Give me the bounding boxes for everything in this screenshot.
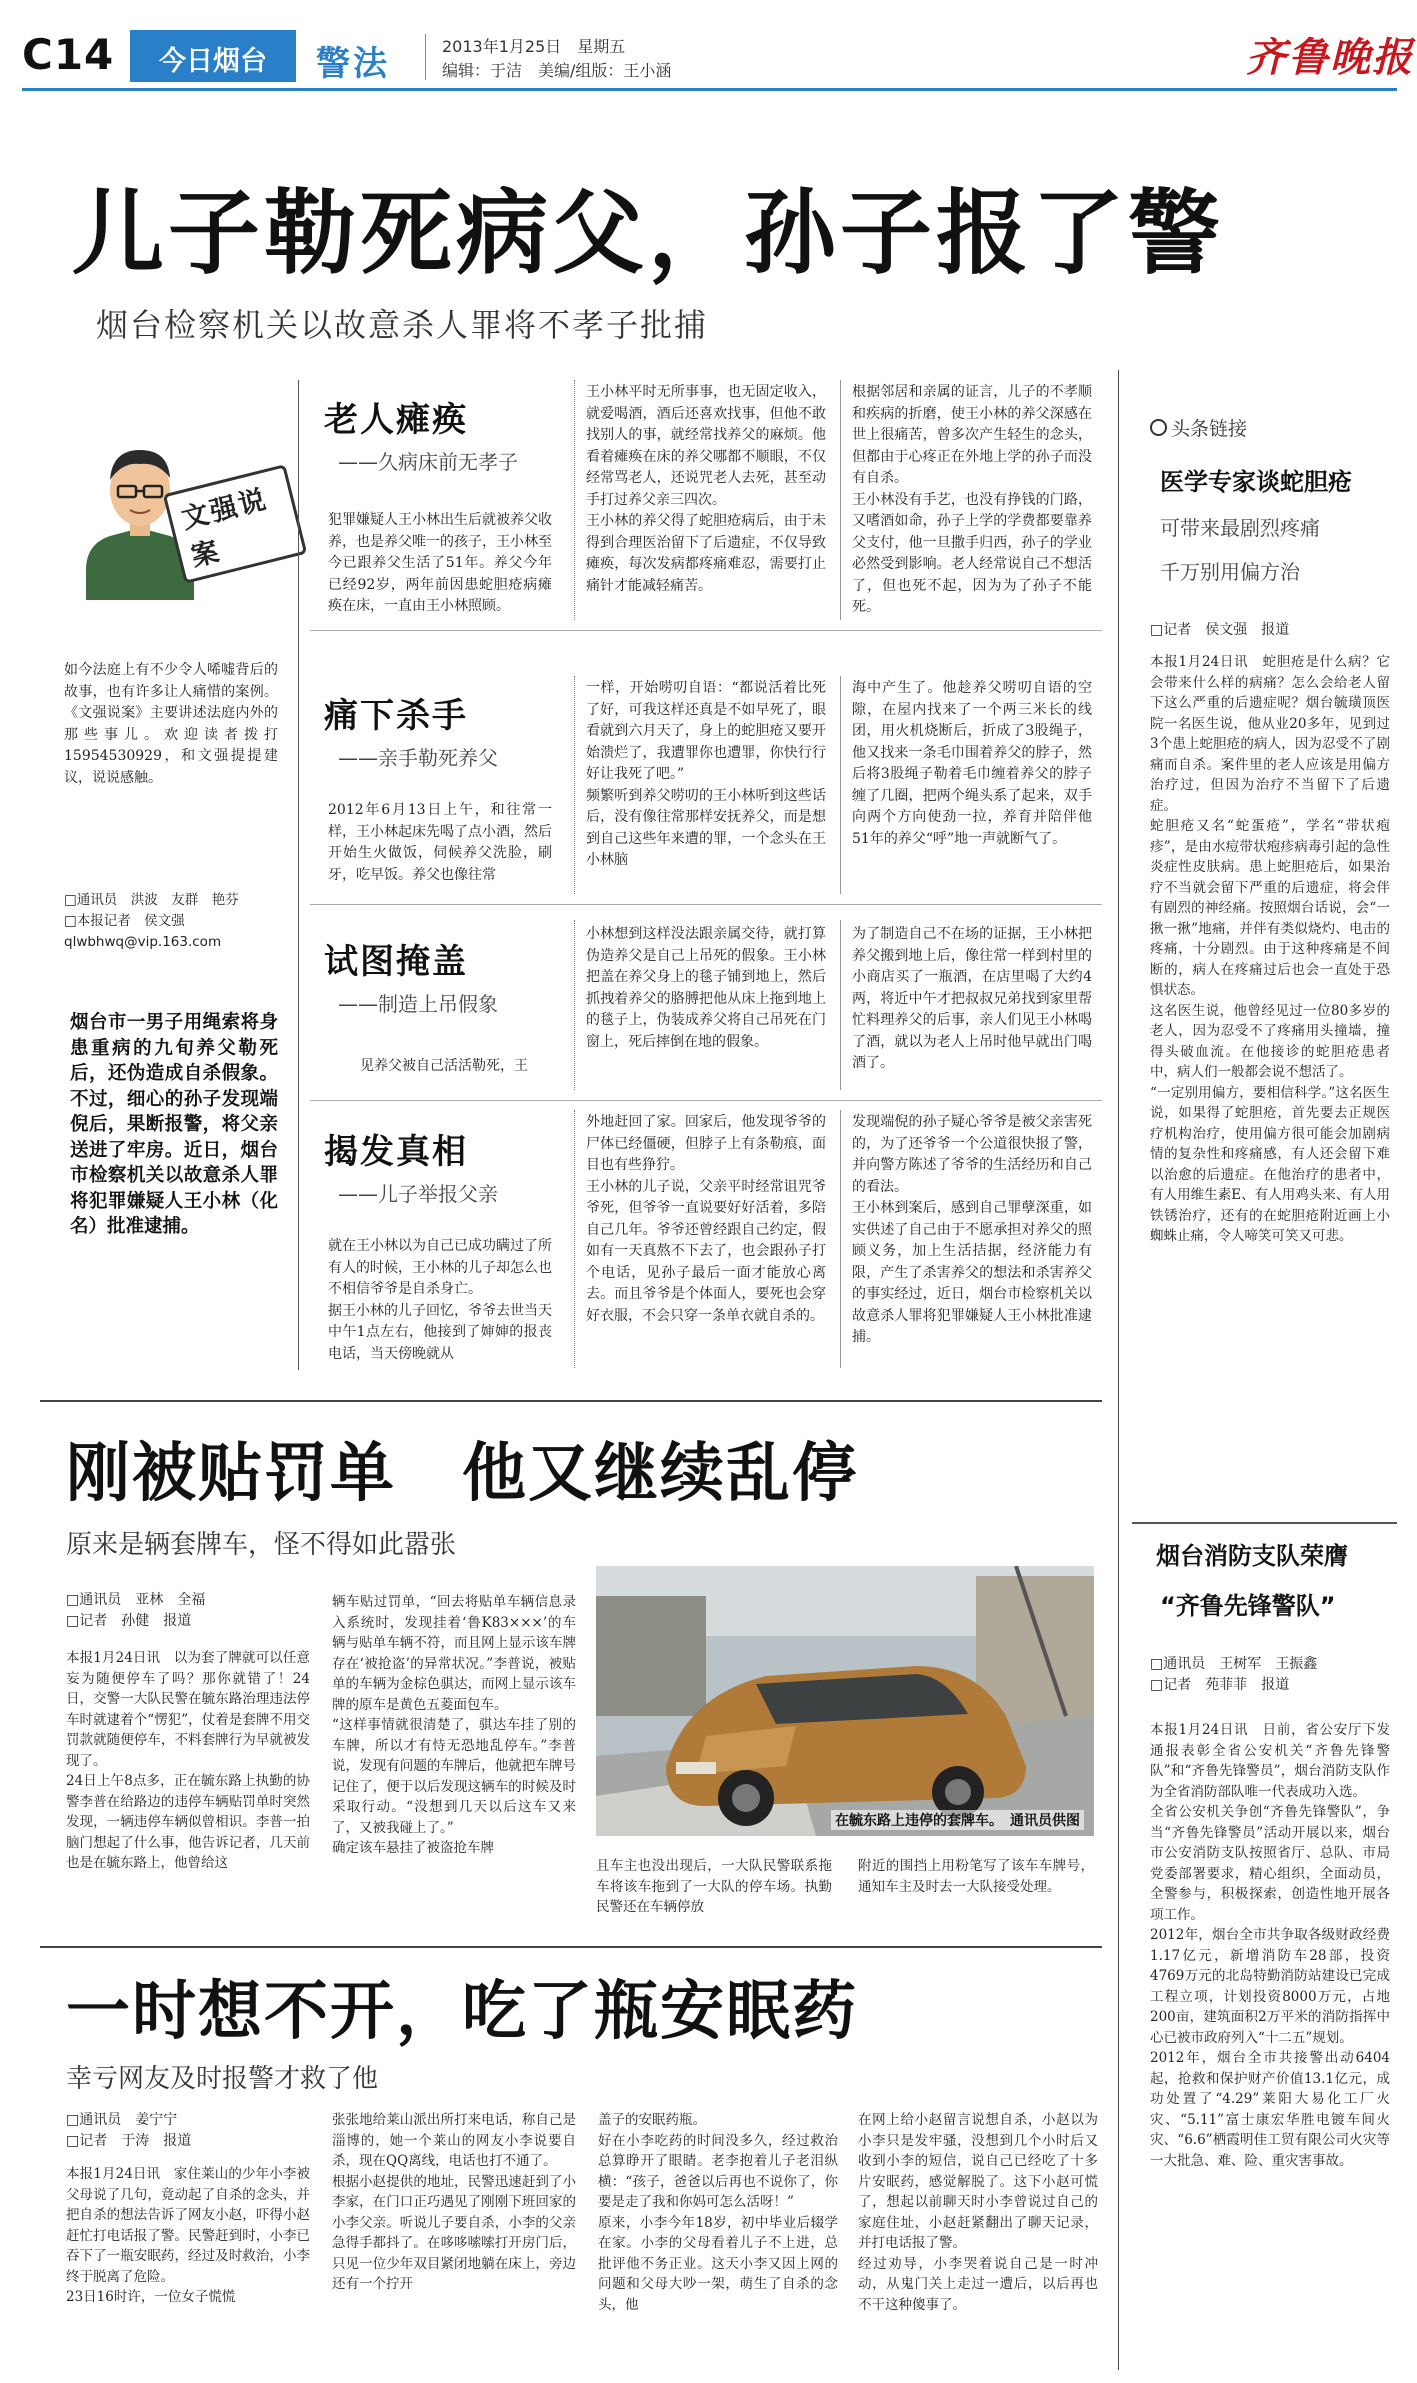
sidebar-link-text: 头条链接	[1171, 418, 1248, 440]
section-title-4: 揭发真相	[324, 1132, 468, 1172]
lead-text-r2c3: 海中产生了。他趁养父唠叨自语的空隙，在屋内找来了一个两三米长的线团，用火机烧断后，折成了3股绳子，他又找来一条毛巾围着养父的脖子，然后将3股绳子勒着毛巾缠着养父的脖子缠了几圈，把两个绳头系了起来，双手向两个方向使劲一拉，养育并陪伴他51年的养父“呼”地一声就断气了。	[852, 680, 1092, 847]
parking-col-2: 辆车贴过罚单，“回去将贴单车辆信息录入系统时，发现挂着‘鲁K83×××’的车辆与贴单车辆不符，而且网上显示该车牌存在‘被抢盗’的异常状况。”李普说，被贴单的车辆为金棕色骐达，而网上显示该车牌的原车是黄色五菱面包车。 “这样事情就很清楚了，骐达车挂了别的车牌，所以才有恃无恐地乱停车。”李普说，发现有问题的车牌后，他就把车牌号记住了，便于以后发现这辆车的时候及时采取行动。“没想到几天以后这车又来了，又被我碰上了。” 确定该车悬挂了被盗抢车牌	[332, 1594, 576, 1856]
lead-text-r4c1: 就在王小林以为自己已成功瞒过了所有人的时候，王小林的儿子却怎么也不相信爷爷是自杀身亡。 据王小林的儿子回忆，爷爷去世当天中午1点左右，他接到了婶婶的报丧电话，当天傍晚就从	[328, 1238, 552, 1362]
sidebar-rule	[1118, 370, 1119, 2370]
pills-col-4: 在网上给小赵留言说想自杀，小赵以为小李只是发牢骚，没想到几个小时后又收到小李的短信，说自己已经吃了十多片安眠药，感觉解脱了。这下小赵可慌了，想起以前聊天时小李曾说过自己的家庭住址，小赵赶紧翻出了聊天记录，并打电话报了警。 经过劝导，小李哭着说自己是一时冲动，从鬼门关上走过一遭后，以后再也不干这种傻事了。	[858, 2112, 1098, 2313]
issue-date: 2013年1月25日 星期五	[442, 37, 626, 56]
masthead	[0, 0, 1417, 86]
section-subtitle-4: ——儿子举报父亲	[338, 1182, 498, 1206]
section-subtitle-1: ——久病床前无孝子	[338, 450, 518, 474]
column-rule-r1	[840, 380, 841, 620]
column-rule-r3	[840, 920, 841, 1090]
sidebar-sub-2: 千万别用偏方治	[1160, 560, 1300, 584]
car-photo-icon	[596, 1566, 1094, 1836]
lead-text-r2c2: 一样，开始唠叨自语：“都说活着比死了好，可我这样还真是不如早死了，眼看就到六月天了，身上的蛇胆疮又要开始溃烂了，我遭罪你也遭罪，你快行行好让我死了吧。” 频繁听到养父唠叨的王小林听到这些话后，没有像往常那样安抚养父，而是想到自己这些年来遭的罪，一个念头在王小林脑	[586, 680, 826, 868]
sidebar-byline: □记者 侯文强 报道	[1150, 622, 1290, 638]
section-subtitle-2: ——亲手勒死养父	[338, 746, 498, 770]
lead-text-r3c1: 见养父被自己活活勒死，王	[360, 1058, 528, 1074]
fire-title: 烟台消防支队荣膺	[1156, 1542, 1348, 1570]
parking-col-4: 附近的围挡上用粉笔写了该车车牌号，通知车主及时去一大队接受处理。	[858, 1858, 1094, 1895]
parking-headline: 刚被贴罚单 他又继续乱停	[66, 1437, 858, 1511]
lead-text-r4c3: 发现端倪的孙子疑心爷爷是被父亲害死的，为了还爷爷一个公道很快报了警，并向警方陈述了爷爷的生活经历和自己的看法。 王小林到案后，感到自己罪孽深重，如实供述了自己由于不愿承担对养父的照顾义务，加上生活拮据，经济能力有限，产生了杀害养父的想法和杀害养父的事实经过，近日，烟台市检察机关以故意杀人罪将犯罪嫌疑人王小林批准逮捕。	[852, 1114, 1092, 1345]
lead-subhead: 烟台检察机关以故意杀人罪将不孝子批捕	[96, 306, 709, 344]
lead-text-r3c3: 为了制造自己不在场的证据，王小林把养父搬到地上后，像往常一样到村里的小商店买了一瓶酒，在店里喝了大约4两，将近中午才把叔叔兄弟找到家里帮忙料理养父的后事，亲人们见王小林喝了酒，就以为老人上吊时他早就出门喝酒了。	[852, 926, 1092, 1071]
parked-car-photo	[596, 1566, 1094, 1836]
lead-text-r4c2: 外地赶回了家。回家后，他发现爷爷的尸体已经僵硬，但脖子上有条勒痕，面目也有些狰狞。 王小林的儿子说，父亲平时经常诅咒爷爷死，但爷爷一直说要好好活着，多陪自己几年。爷爷还曾经跟自己约定，假如有一天真熬不下去了，也会跟孙子打个电话，见孙子最后一面才能放心离去。而且爷爷是个体面人，要死也会穿好衣服，不会只穿一条单衣就自杀的。	[586, 1114, 826, 1324]
category-label: 警法	[316, 44, 390, 84]
column-logo-avatar	[48, 432, 298, 600]
left-column-rule	[298, 380, 299, 1370]
sidebar-title: 医学专家谈蛇胆疮	[1160, 468, 1352, 496]
column-dots-r2	[574, 676, 575, 894]
fire-body: 本报1月24日讯 日前，省公安厅下发通报表彰全省公安机关“齐鲁先锋警队”和“齐鲁先锋警员”，烟台消防支队作为全省消防部队唯一代表成功入选。 全省公安机关争创“齐鲁先锋警队”，争当“齐鲁先锋警员”活动开展以来，烟台市公安消防支队按照省厅、总队、市局党委部署要求，精心组织，全面动员，全警参与，积极探索，创造性地开展各项工作。 2012年，烟台全市共争取各级财政经费1.17亿元，新增消防车28部，投资4769万元的北岛特勤消防站建设已完成工程立项，计划投资8000万元，占地200亩，建筑面积2万平米的消防指挥中心已被市政府列入“十二五”规划。 2012年，烟台全市共接警出动6404起，抢救和保护财产价值13.1亿元，成功处置了“4.29”莱阳大易化工厂火灾、“5.11”富士康宏华胜电镀车间火灾、“6.6”栖霞明佳工贸有限公司火灾等一大批急、难、险、重灾害事故。	[1150, 1722, 1390, 2169]
column-logo-badge: 文强说案	[163, 464, 308, 584]
column-rule-r2	[840, 676, 841, 894]
column-intro: 如今法庭上有不少令人唏嘘背后的故事，也有许多让人痛惜的案例。《文强说案》主要讲述法庭内外的那些事儿。欢迎读者拨打15954530929，和文强提提建议，说说感触。	[64, 662, 278, 786]
sidebar-link-label	[1150, 414, 1247, 441]
section-title-3: 试图掩盖	[324, 942, 468, 982]
parking-col-3: 且车主也没出现后，一大队民警联系拖车将该车拖到了一大队的停车场。执勤民警还在车辆停放	[596, 1858, 832, 1915]
pills-byline: □通讯员 姜宁宁 □记者 于涛 报道	[66, 2112, 192, 2149]
fire-subtitle: “齐鲁先锋警队”	[1160, 1592, 1336, 1620]
section-tab	[130, 30, 296, 82]
parking-byline: □通讯员 亚林 全福 □记者 孙健 报道	[66, 1592, 206, 1629]
column-dots-r3	[574, 920, 575, 1090]
masthead-divider	[425, 34, 426, 80]
row-rule-1	[310, 630, 1102, 631]
column-dots-r1	[574, 380, 575, 620]
parking-col-1: 本报1月24日讯 以为套了牌就可以任意妄为随便停车了吗？那你就错了！24日，交警一大队民警在毓东路治理违法停车时就逮着个“愣犯”，仗着是套牌不用交罚款就随便停车，不料套牌行为早就被发现了。 24日上午8点多，正在毓东路上执勤的协警李普在给路边的违停车辆贴罚单时突然发现，一辆违停车辆似曾相识。李普一拍脑门想起了什么事，他告诉记者，几天前也是在毓东路上，他曾给这	[66, 1650, 310, 1871]
lead-summary: 烟台市一男子用绳索将身患重病的九旬养父勒死后，还伪造成自杀假象。不过，细心的孙子发现端倪后，果断报警，将父亲送进了牢房。近日，烟台市检察机关以故意杀人罪将犯罪嫌疑人王小林（化名）批准逮捕。	[70, 1012, 278, 1237]
lead-text-r3c2: 小林想到这样没法跟亲属交待，就打算伪造养父是自己上吊死的假象。王小林把盖在养父身上的毯子铺到地上，然后抓拽着养父的胳膊把他从床上拖到地上的毯子上，伪装成养父将自己吊死在门窗上，死后摔倒在地的假象。	[586, 926, 826, 1050]
photo-caption: 在毓东路上违停的套牌车。 通讯员供图	[831, 1810, 1084, 1830]
fire-box-rule	[1132, 1522, 1397, 1524]
sidebar-body: 本报1月24日讯 蛇胆疮是什么病？它会带来什么样的病痛？怎么会给老人留下这么严重的后遗症呢？烟台毓璜顶医院一名医生说，他从业20多年，见到过3个患上蛇胆疮的病人，因为忍受不了剧痛而自杀。案件里的老人应该是用偏方治疗过，但因为治疗不当留下了后遗症。 蛇胆疮又名“蛇蛋疮”，学名“带状疱疹”，是由水痘带状疱疹病毒引起的急性炎症性皮肤病。患上蛇胆疮后，如果治疗不当就会留下严重的后遗症，将会伴有剧烈的神经痛。按照烟台话说，会“一揪一揪”地痛，并伴有类似烧灼、电击的疼痛，十分剧烈。由于这种疼痛是不间断的，病人在疼痛过后也会一直处于恐惧状态。 这名医生说，他曾经见过一位80多岁的老人，因为忍受不了疼痛用头撞墙，撞得头破血流。在他接诊的蛇胆疮患者中，病人们一般都会说不想活了。 “一定别用偏方，要相信科学。”这名医生说，如果得了蛇胆疮，首先要去正规医疗机构治疗，使用偏方很可能会加剧病情的复杂性和疼痛感，有人还会留下难以治愈的后遗症。在他治疗的患者中，有人用维生素E、有人用鸡头来、有人用铁锈治疗，还有的在蛇胆疮附近画上小蜘蛛止痛，令人啼笑可笑又可悲。	[1150, 654, 1390, 1244]
pills-col-2: 张张地给莱山派出所打来电话，称自己是淄博的，她一个莱山的网友小李说要自杀，现在QQ离线，电话也打不通了。 根据小赵提供的地址，民警迅速赶到了小李家，在门口正巧遇见了刚刚下班回家的小李父亲。听说儿子要自杀，小李的父亲急得手都抖了。在哆哆嗦嗦打开房门后，只见一位少年双目紧闭地躺在床上，旁边还有一个拧开	[332, 2112, 576, 2292]
lead-byline: □通讯员 洪波 友群 艳芬 □本报记者 侯文强 qlwbhwq@vip.163.com	[64, 892, 239, 950]
parking-top-rule	[40, 1400, 1102, 1402]
row-rule-3	[310, 1100, 1102, 1101]
pills-col-1: 本报1月24日讯 家住莱山的少年小李被父母说了几句，竟动起了自杀的念头，并把自杀的想法告诉了网友小赵，吓得小赵赶忙打电话报了警。民警赶到时，小李已吞下了一瓶安眠药，经过及时救治，小李终于脱离了危险。 23日16时许，一位女子慌慌	[66, 2166, 310, 2305]
lead-text-r2c1: 2012年6月13日上午，和往常一样，王小林起床先喝了点小酒，然后开始生火做饭，伺候养父洗脸，刷牙，吃早饭。养父也像往常	[328, 802, 552, 883]
sidebar-sub-1: 可带来最剧烈疼痛	[1160, 516, 1320, 540]
section-title-2: 痛下杀手	[324, 696, 468, 736]
lead-headline: 儿子勒死病父，孙子报了警	[72, 180, 1225, 287]
pills-col-3: 盖子的安眠药瓶。 好在小李吃药的时间没多久，经过救治总算睁开了眼睛。老李抱着儿子老泪纵横：“孩子，爸爸以后再也不说你了，你要是走了我和你妈可怎么活呀！” 原来，小李今年18岁，初中毕业后辍学在家。小李的父母看着儿子不上进，总批评他不务正业。这天小李又因上网的问题和父母大吵一架，萌生了自杀的念头，他	[598, 2112, 838, 2313]
lead-text-r1c1: 犯罪嫌疑人王小林出生后就被养父收养，也是养父唯一的孩子，王小林至今已跟养父生活了51年。养父今年已经92岁，两年前因患蛇胆疮病瘫痪在床，一直由王小林照顾。	[328, 512, 552, 614]
circle-marker-icon	[1150, 419, 1167, 436]
section-tab-label: 今日烟台	[159, 46, 267, 77]
editor-credits: 编辑：于洁 美编/组版：王小涵	[442, 61, 672, 80]
pills-top-rule	[40, 1946, 1102, 1948]
fire-byline: □通讯员 王树军 王振鑫 □记者 苑菲菲 报道	[1150, 1656, 1318, 1693]
row-rule-2	[310, 904, 1102, 905]
section-title-1: 老人瘫痪	[324, 400, 468, 440]
parking-subhead: 原来是辆套牌车，怪不得如此嚣张	[66, 1530, 457, 1560]
column-rule-r4	[840, 1110, 841, 1368]
masthead-rule	[22, 88, 1397, 91]
paper-name-logo: 齐鲁晚报	[1246, 34, 1414, 81]
page-number: C14	[22, 30, 115, 79]
column-dots-r4	[574, 1110, 575, 1368]
pills-subhead: 幸亏网友及时报警才救了他	[66, 2064, 379, 2094]
lead-text-r1c3: 根据邻居和亲属的证言，儿子的不孝顺和疾病的折磨，使王小林的养父深感在世上很痛苦，曾多次产生轻生的念头，但都由于心疼正在外地上学的孙子而没有自杀。 王小林没有手艺，也没有挣钱的门路，又嗜酒如命，孙子上学的学费都要靠养父支付，他一旦撒手归西，孙子的学业必然受到影响。老人经常说自己不想活了，但也死不起，因为为了孙子不能死。	[852, 384, 1092, 615]
pills-headline: 一时想不开，吃了瓶安眠药	[66, 1975, 858, 2049]
lead-text-r1c2: 王小林平时无所事事，也无固定收入，就爱喝酒，酒后还喜欢找事，但他不敢找别人的事，就经常找养父的麻烦。他看着瘫痪在床的养父哪都不顺眼，不仅经常骂老人，还说咒老人去死，甚至动手打过养父亲三四次。 王小林的养父得了蛇胆疮病后，由于未得到合理医治留下了后遗症，不仅导致瘫痪，每次发病都疼痛难忍，需要打止痛针才能减轻痛苦。	[586, 384, 826, 594]
section-subtitle-3: ——制造上吊假象	[338, 992, 498, 1016]
